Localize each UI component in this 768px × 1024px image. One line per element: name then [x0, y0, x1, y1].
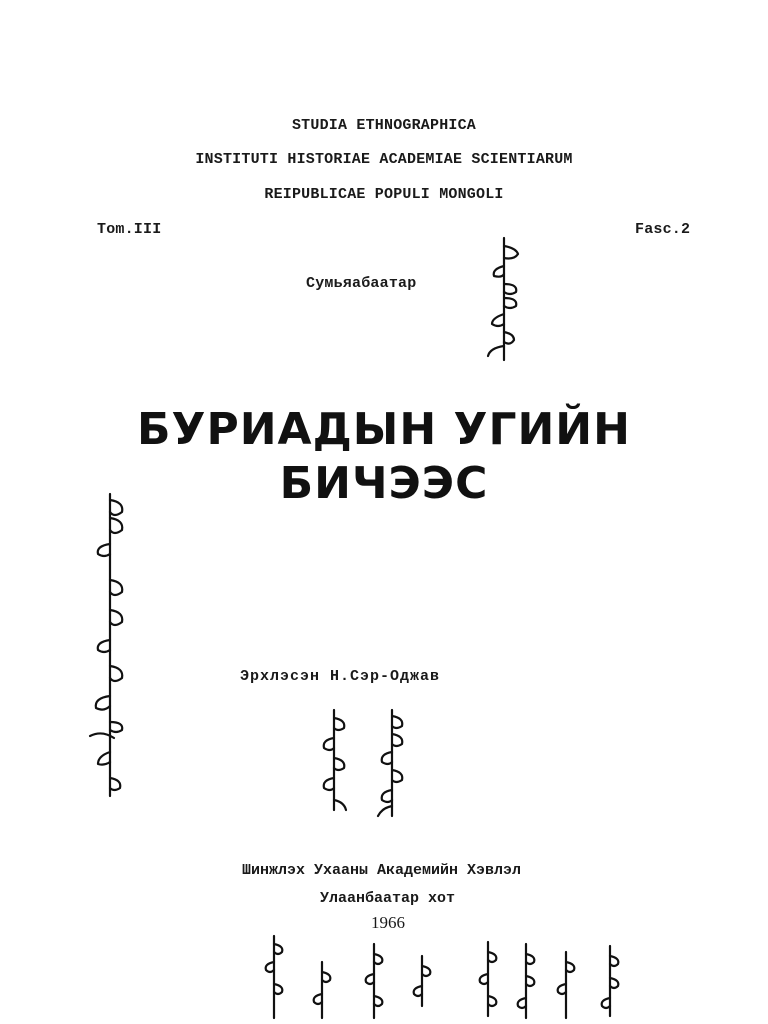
- publisher-place: Улаанбаатар хот: [320, 890, 456, 907]
- publisher-name: Шинжлэх Ухааны Академийн Хэвлэл: [242, 862, 522, 879]
- author-name: Сумьяабаатар: [306, 275, 417, 292]
- institute-line: INSTITUTI HISTORIAE ACADEMIAE SCIENTIARUM: [195, 151, 573, 168]
- editor-line: Эрхлэсэн Н.Сэр-Оджав: [240, 668, 441, 685]
- book-title-line-1: БУРИАДЫН УГИЙН: [137, 404, 631, 455]
- fascicle-number: Fasc.2: [635, 221, 691, 238]
- handwritten-script-editor-2: [372, 706, 412, 822]
- republic-line: REIPUBLICAE POPULI MONGOLI: [264, 186, 504, 203]
- series-title: STUDIA ETHNOGRAPHICA: [291, 117, 477, 134]
- volume-number: Tom.III: [97, 221, 162, 238]
- handwritten-script-bottom-row: [262, 932, 632, 1022]
- handwritten-script-left-column: [70, 490, 140, 800]
- handwritten-script-editor-1: [316, 706, 352, 816]
- handwritten-script-author: [480, 236, 526, 366]
- book-title-line-2: БИЧЭЭС: [279, 458, 489, 509]
- publication-year: 1966: [371, 913, 405, 932]
